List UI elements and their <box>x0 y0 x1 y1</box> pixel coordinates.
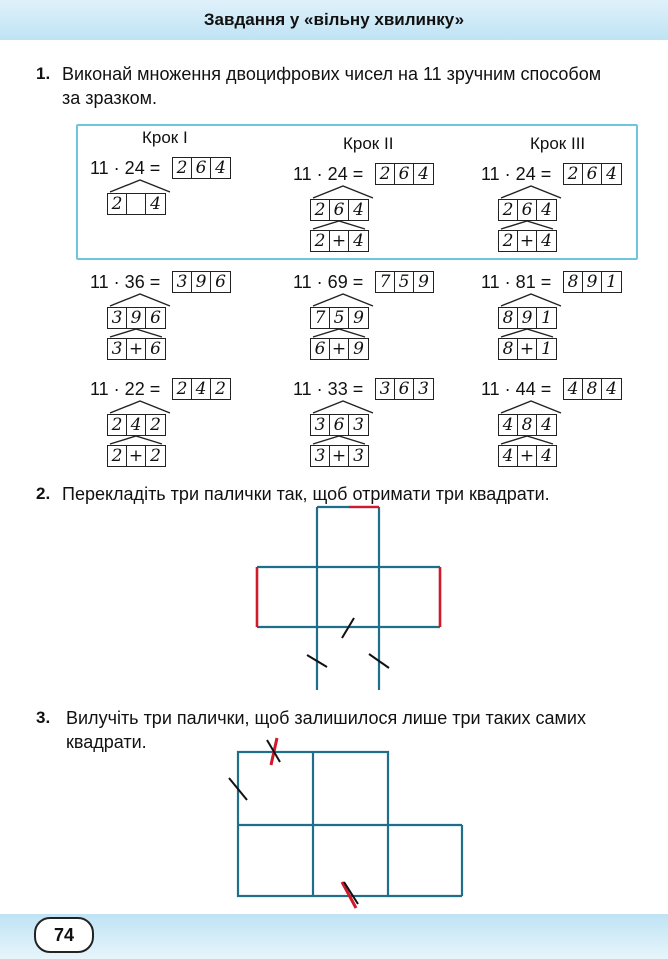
example-digits-cell: 9 <box>518 308 537 328</box>
example-result-cell: 7 <box>376 272 395 292</box>
example-result-cell: 6 <box>192 158 211 178</box>
example-expression: 11 · 24 = <box>293 164 364 184</box>
example-sum-cell: + <box>330 339 349 359</box>
task1-line1: Виконай множення двоцифрових чисел на 11 зручним способом <box>62 64 602 84</box>
example-result-cell: 6 <box>583 164 602 184</box>
example-sum-cell: 1 <box>541 339 552 359</box>
example-result-cell: 4 <box>606 164 617 184</box>
task3-line1: Вилучіть три палички, щоб залишилося лише три таких самих <box>66 708 586 728</box>
page-title: Завдання у «вільну хвилинку» <box>203 10 465 29</box>
example-result-cell: 2 <box>376 164 395 184</box>
example-result-cell: 2 <box>215 379 226 399</box>
example-result-cell: 9 <box>583 272 602 292</box>
example-digits-cell: 6 <box>330 415 349 435</box>
step-label-3: Крок III <box>530 134 586 153</box>
example-digits-cell: 2 <box>108 415 127 435</box>
example-result-cell: 4 <box>564 379 583 399</box>
example-digits-cell: 5 <box>330 308 349 328</box>
example-expression: 11 · 24 = <box>481 164 552 184</box>
example-digits-cell: 4 <box>499 415 518 435</box>
example-digits-cell: 2 <box>311 200 330 220</box>
example-sum-cell: 4 <box>353 231 364 251</box>
example-result-cell: 6 <box>395 164 414 184</box>
example-digits-cell: 3 <box>108 308 127 328</box>
example-result-cell: 3 <box>418 379 429 399</box>
example-digits-cell: 6 <box>518 200 537 220</box>
example-result-cell: 8 <box>564 272 583 292</box>
task1-line2: за зразком. <box>62 88 158 108</box>
example-sum-cell: 2 <box>499 231 518 251</box>
example-result-cell: 3 <box>376 379 395 399</box>
example-expression: 11 · 44 = <box>481 379 552 399</box>
task1-number: 1. <box>36 64 51 83</box>
task3-number: 3. <box>36 708 51 727</box>
example-digits-cell: 3 <box>311 415 330 435</box>
example-sum-cell: 3 <box>311 446 330 466</box>
example-result-cell: 6 <box>395 379 414 399</box>
example-result-cell: 5 <box>395 272 414 292</box>
example-sum-cell: 3 <box>353 446 364 466</box>
example-result-cell: 4 <box>215 158 226 178</box>
example-sum-cell: 6 <box>150 339 161 359</box>
example-sum-cell: 8 <box>499 339 518 359</box>
example-digits-cell: 4 <box>541 415 552 435</box>
example-result-cell: 3 <box>173 272 192 292</box>
task2-text: Перекладіть три палички так, щоб отримати три квадрати. <box>62 484 550 504</box>
example-expression: 11 · 24 = <box>90 158 161 178</box>
example-sum-cell: 4 <box>499 446 518 466</box>
example-digits-cell: 8 <box>518 415 537 435</box>
example-sum-cell: + <box>518 339 537 359</box>
example-sum-cell: 4 <box>541 231 552 251</box>
example-digits-cell: 6 <box>150 308 161 328</box>
example-result-cell: 2 <box>564 164 583 184</box>
example-sum-cell: 6 <box>311 339 330 359</box>
example-digits-cell: 6 <box>330 200 349 220</box>
example-sum-cell: 9 <box>353 339 364 359</box>
task3-line2: квадрати. <box>66 732 147 752</box>
example-sum-cell: 4 <box>541 446 552 466</box>
example-digits-cell: 4 <box>127 415 146 435</box>
example-expression: 11 · 81 = <box>481 272 552 292</box>
example-result-cell: 4 <box>606 379 617 399</box>
example-digits-cell: 8 <box>499 308 518 328</box>
example-sum-cell: + <box>330 231 349 251</box>
page-number: 74 <box>34 917 94 953</box>
example-result-cell: 9 <box>192 272 211 292</box>
example-digits-cell: 9 <box>353 308 364 328</box>
step-label-2: Крок II <box>343 134 394 153</box>
example-sum-cell: + <box>518 446 537 466</box>
footer-band <box>0 914 668 959</box>
example-digits-cell: 2 <box>499 200 518 220</box>
example-digits-cell: 9 <box>127 308 146 328</box>
example-result-cell: 1 <box>606 272 617 292</box>
example-sum-cell: 2 <box>108 446 127 466</box>
example-sum-cell: 3 <box>108 339 127 359</box>
example-result-cell: 4 <box>192 379 211 399</box>
example-result-cell: 2 <box>173 379 192 399</box>
example-sum-cell: + <box>127 446 146 466</box>
example-result-cell: 2 <box>173 158 192 178</box>
example-sum-cell: + <box>330 446 349 466</box>
example-result-cell: 4 <box>418 164 429 184</box>
example-result-cell: 8 <box>583 379 602 399</box>
example-expression: 11 · 69 = <box>293 272 364 292</box>
example-digits-cell: 3 <box>353 415 364 435</box>
step-label-1: Крок I <box>142 128 188 147</box>
example-sum-cell: 2 <box>150 446 161 466</box>
example-digits-cell: 1 <box>541 308 552 328</box>
task2-number: 2. <box>36 484 51 503</box>
example-sum-cell: 2 <box>311 231 330 251</box>
example-result-cell: 6 <box>215 272 226 292</box>
example-digits-cell: 7 <box>311 308 330 328</box>
example-expression: 11 · 22 = <box>90 379 161 399</box>
example-digits-cell: 4 <box>541 200 552 220</box>
example-expression: 11 · 33 = <box>293 379 364 399</box>
example-sum-cell: + <box>127 339 146 359</box>
example-result-cell: 9 <box>418 272 429 292</box>
example-split-cell: 4 <box>150 194 161 214</box>
example-sum-cell: + <box>518 231 537 251</box>
example-expression: 11 · 36 = <box>90 272 161 292</box>
example-digits-cell: 2 <box>150 415 161 435</box>
example-split-cell: 2 <box>108 194 127 214</box>
example-digits-cell: 4 <box>353 200 364 220</box>
